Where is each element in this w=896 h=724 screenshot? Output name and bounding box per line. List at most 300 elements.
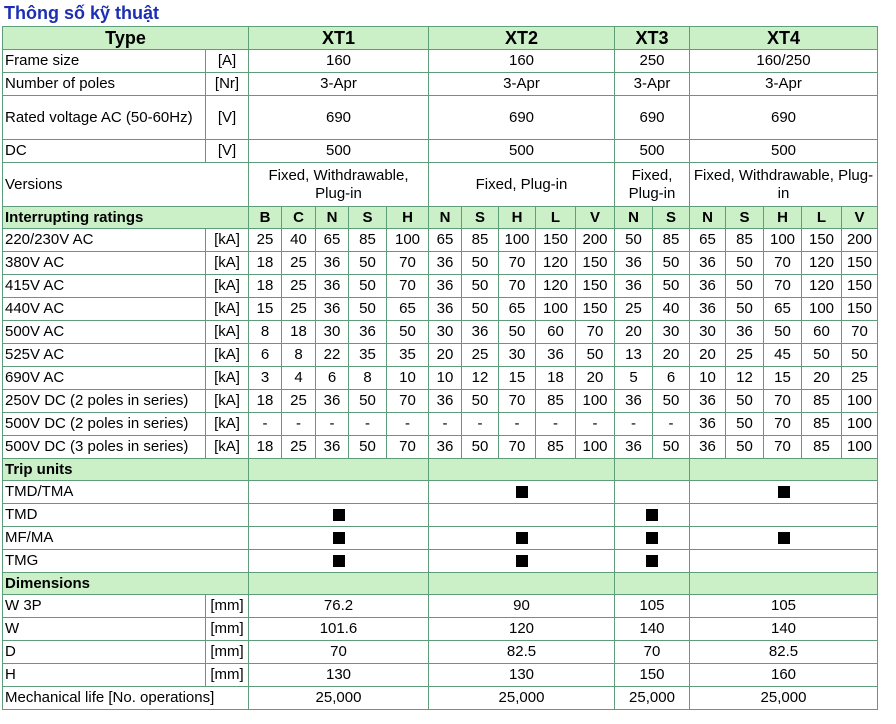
row-label: 525V AC <box>3 344 206 367</box>
value-cell: 160/250 <box>690 50 878 73</box>
rating-value: 70 <box>576 321 615 344</box>
rating-value: 18 <box>249 390 282 413</box>
rating-value: 50 <box>349 252 387 275</box>
value-cell: 130 <box>249 664 429 687</box>
rating-value: - <box>615 413 653 436</box>
rating-code: N <box>615 207 653 229</box>
interrupting-ratings-header <box>3 207 878 229</box>
value-cell: 25,000 <box>615 687 690 710</box>
value-cell: 130 <box>429 664 615 687</box>
trip-unit-cell <box>615 550 690 573</box>
rating-code: S <box>462 207 499 229</box>
available-mark-icon <box>778 532 790 544</box>
available-mark-icon <box>516 486 528 498</box>
value-cell: 160 <box>690 664 878 687</box>
row-label: 415V AC <box>3 275 206 298</box>
rating-value: 15 <box>764 367 802 390</box>
rating-value: 120 <box>802 252 842 275</box>
rating-value: - <box>576 413 615 436</box>
rating-value: 36 <box>349 321 387 344</box>
value-cell: 25,000 <box>249 687 429 710</box>
rating-value: 36 <box>429 436 462 459</box>
rating-value: 50 <box>462 275 499 298</box>
rating-value: 50 <box>615 229 653 252</box>
rating-value: 50 <box>726 436 764 459</box>
rating-value: 85 <box>802 390 842 413</box>
rating-value: 50 <box>349 436 387 459</box>
available-mark-icon <box>333 555 345 567</box>
rating-value: 12 <box>462 367 499 390</box>
rating-value: - <box>462 413 499 436</box>
rating-row <box>3 413 878 436</box>
row-label: 380V AC <box>3 252 206 275</box>
rating-value: 20 <box>690 344 726 367</box>
unit-cell: [mm] <box>206 595 249 618</box>
section-filler <box>615 573 690 595</box>
rating-value: 25 <box>282 298 316 321</box>
unit-cell: [kA] <box>206 436 249 459</box>
rating-code: H <box>499 207 536 229</box>
rating-value: 36 <box>690 275 726 298</box>
section-label: Trip units <box>3 459 249 481</box>
value-cell: 3-Apr <box>249 73 429 96</box>
rating-code: N <box>316 207 349 229</box>
rating-value: 65 <box>429 229 462 252</box>
rating-code: S <box>726 207 764 229</box>
rating-row <box>3 275 878 298</box>
value-cell: 25,000 <box>690 687 878 710</box>
value-cell: 500 <box>615 140 690 163</box>
trip-unit-cell <box>249 527 429 550</box>
value-cell: Fixed, Withdrawable, Plug-in <box>690 163 878 207</box>
row-label: MF/MA <box>3 527 249 550</box>
model-header-xt4: XT4 <box>690 27 878 50</box>
rating-value: 4 <box>282 367 316 390</box>
type-header: Type <box>3 27 249 50</box>
rating-code: V <box>842 207 878 229</box>
rating-value: 18 <box>536 367 576 390</box>
available-mark-icon <box>646 532 658 544</box>
unit-cell: [kA] <box>206 275 249 298</box>
row-versions <box>3 163 878 207</box>
rating-value: 3 <box>249 367 282 390</box>
rating-value: 100 <box>576 390 615 413</box>
rating-row <box>3 390 878 413</box>
section-filler <box>249 459 429 481</box>
rating-value: 50 <box>726 390 764 413</box>
rating-value: 25 <box>282 390 316 413</box>
section-filler <box>429 573 615 595</box>
value-cell: 105 <box>690 595 878 618</box>
rating-value: - <box>249 413 282 436</box>
rating-value: 70 <box>499 390 536 413</box>
value-cell: Fixed, Withdrawable, Plug-in <box>249 163 429 207</box>
rating-value: 150 <box>802 229 842 252</box>
unit-cell: [V] <box>206 96 249 140</box>
rating-value: 36 <box>316 436 349 459</box>
available-mark-icon <box>516 555 528 567</box>
dimension-row <box>3 664 878 687</box>
rating-value: 25 <box>282 436 316 459</box>
row-dc <box>3 140 878 163</box>
section-filler <box>690 459 878 481</box>
value-cell: 105 <box>615 595 690 618</box>
available-mark-icon <box>646 555 658 567</box>
row-label: 440V AC <box>3 298 206 321</box>
rating-value: 36 <box>690 252 726 275</box>
row-label: Versions <box>3 163 249 207</box>
rating-value: 35 <box>387 344 429 367</box>
rating-value: 18 <box>249 252 282 275</box>
model-header-xt2: XT2 <box>429 27 615 50</box>
rating-value: 50 <box>653 252 690 275</box>
rating-value: 45 <box>764 344 802 367</box>
rating-value: 70 <box>764 275 802 298</box>
row-label: DC <box>3 140 206 163</box>
rating-value: 36 <box>690 436 726 459</box>
unit-cell: [mm] <box>206 664 249 687</box>
rating-row <box>3 229 878 252</box>
value-cell: 70 <box>249 641 429 664</box>
trip-unit-cell <box>615 527 690 550</box>
value-cell: 500 <box>690 140 878 163</box>
rating-value: 50 <box>462 252 499 275</box>
rating-value: 25 <box>282 252 316 275</box>
rating-value: 36 <box>316 390 349 413</box>
rating-value: - <box>282 413 316 436</box>
rating-row <box>3 436 878 459</box>
rating-value: 30 <box>499 344 536 367</box>
rating-value: 50 <box>653 390 690 413</box>
value-cell: 500 <box>429 140 615 163</box>
dimension-row <box>3 595 878 618</box>
rating-value: 50 <box>462 298 499 321</box>
row-label: 220/230V AC <box>3 229 206 252</box>
rating-row <box>3 344 878 367</box>
rating-value: 25 <box>282 275 316 298</box>
rating-value: 36 <box>316 298 349 321</box>
rating-value: 10 <box>429 367 462 390</box>
value-cell: 150 <box>615 664 690 687</box>
trip-unit-row <box>3 481 878 504</box>
rating-value: 36 <box>316 252 349 275</box>
trip-units-header <box>3 459 878 481</box>
rating-code: H <box>764 207 802 229</box>
rating-value: 85 <box>802 436 842 459</box>
rating-value: 150 <box>576 252 615 275</box>
value-cell: 690 <box>690 96 878 140</box>
rating-value: 70 <box>387 275 429 298</box>
available-mark-icon <box>333 532 345 544</box>
rating-value: 36 <box>615 436 653 459</box>
rating-value: 85 <box>462 229 499 252</box>
rating-value: 30 <box>653 321 690 344</box>
model-header-xt1: XT1 <box>249 27 429 50</box>
rating-value: 50 <box>349 298 387 321</box>
rating-value: 120 <box>536 275 576 298</box>
rating-row <box>3 367 878 390</box>
rating-row <box>3 298 878 321</box>
rating-value: 150 <box>576 275 615 298</box>
trip-unit-cell <box>429 527 615 550</box>
rating-value: 5 <box>615 367 653 390</box>
rating-value: 50 <box>842 344 878 367</box>
rating-value: 15 <box>499 367 536 390</box>
available-mark-icon <box>516 532 528 544</box>
value-cell: 500 <box>249 140 429 163</box>
specifications-table <box>2 26 878 710</box>
trip-unit-cell <box>690 504 878 527</box>
rating-value: 6 <box>249 344 282 367</box>
row-label: TMD <box>3 504 249 527</box>
rating-value: 35 <box>349 344 387 367</box>
rating-code: V <box>576 207 615 229</box>
rating-row <box>3 321 878 344</box>
rating-value: - <box>387 413 429 436</box>
unit-cell: [kA] <box>206 367 249 390</box>
value-cell: 82.5 <box>690 641 878 664</box>
model-header-xt3: XT3 <box>615 27 690 50</box>
rating-value: 150 <box>842 275 878 298</box>
unit-cell: [A] <box>206 50 249 73</box>
rating-value: 65 <box>690 229 726 252</box>
rating-value: 70 <box>842 321 878 344</box>
value-cell: 3-Apr <box>615 73 690 96</box>
rating-value: 36 <box>690 413 726 436</box>
rating-value: 36 <box>462 321 499 344</box>
rating-value: 85 <box>653 229 690 252</box>
rating-code: L <box>536 207 576 229</box>
section-filler <box>429 459 615 481</box>
dimensions-header <box>3 573 878 595</box>
trip-unit-cell <box>690 527 878 550</box>
page-title: Thông số kỹ thuật <box>4 3 159 23</box>
rating-value: 20 <box>615 321 653 344</box>
rating-value: 50 <box>349 275 387 298</box>
value-cell: 160 <box>429 50 615 73</box>
rating-value: - <box>653 413 690 436</box>
rating-value: 65 <box>499 298 536 321</box>
rating-value: - <box>536 413 576 436</box>
rating-value: 65 <box>387 298 429 321</box>
rating-value: 30 <box>429 321 462 344</box>
value-cell: 82.5 <box>429 641 615 664</box>
rating-value: 85 <box>536 390 576 413</box>
rating-value: 100 <box>842 390 878 413</box>
row-label: H <box>3 664 206 687</box>
rating-value: 70 <box>387 436 429 459</box>
unit-cell: [kA] <box>206 229 249 252</box>
rating-value: 60 <box>802 321 842 344</box>
rating-value: 50 <box>462 436 499 459</box>
section-filler <box>690 573 878 595</box>
rating-value: 13 <box>615 344 653 367</box>
unit-cell: [Nr] <box>206 73 249 96</box>
rating-value: 20 <box>802 367 842 390</box>
rating-value: 50 <box>764 321 802 344</box>
unit-cell: [kA] <box>206 344 249 367</box>
row-label: D <box>3 641 206 664</box>
trip-unit-cell <box>249 504 429 527</box>
rating-value: 100 <box>499 229 536 252</box>
value-cell: 76.2 <box>249 595 429 618</box>
rating-code: S <box>349 207 387 229</box>
dimension-row <box>3 641 878 664</box>
unit-cell: [mm] <box>206 641 249 664</box>
row-label: TMG <box>3 550 249 573</box>
row-label: 250V DC (2 poles in series) <box>3 390 206 413</box>
rating-value: 200 <box>576 229 615 252</box>
rating-value: 70 <box>499 436 536 459</box>
rating-value: 50 <box>653 436 690 459</box>
trip-unit-cell <box>615 504 690 527</box>
row-label: 690V AC <box>3 367 206 390</box>
rating-value: 30 <box>690 321 726 344</box>
value-cell: Fixed, Plug-in <box>429 163 615 207</box>
rating-value: 36 <box>429 252 462 275</box>
unit-cell: [kA] <box>206 298 249 321</box>
row-number-of-poles <box>3 73 878 96</box>
rating-value: - <box>499 413 536 436</box>
rating-code: L <box>802 207 842 229</box>
rating-value: 36 <box>429 298 462 321</box>
rating-value: 15 <box>249 298 282 321</box>
rating-value: 60 <box>536 321 576 344</box>
rating-value: 100 <box>764 229 802 252</box>
value-cell: 70 <box>615 641 690 664</box>
rating-value: 6 <box>653 367 690 390</box>
row-frame-size <box>3 50 878 73</box>
section-label: Dimensions <box>3 573 249 595</box>
rating-value: 8 <box>249 321 282 344</box>
trip-unit-row <box>3 504 878 527</box>
rating-value: 36 <box>690 298 726 321</box>
unit-cell: [V] <box>206 140 249 163</box>
value-cell: 160 <box>249 50 429 73</box>
rating-value: 36 <box>615 390 653 413</box>
rating-value: 50 <box>653 275 690 298</box>
rating-value: 20 <box>576 367 615 390</box>
rating-value: 12 <box>726 367 764 390</box>
trip-unit-cell <box>615 481 690 504</box>
rating-value: 100 <box>802 298 842 321</box>
rating-value: 100 <box>842 436 878 459</box>
rating-code: C <box>282 207 316 229</box>
rating-value: 20 <box>429 344 462 367</box>
trip-unit-cell <box>429 481 615 504</box>
rating-value: - <box>316 413 349 436</box>
rating-value: - <box>429 413 462 436</box>
row-label: 500V DC (2 poles in series) <box>3 413 206 436</box>
dimension-row <box>3 618 878 641</box>
trip-unit-cell <box>690 481 878 504</box>
rating-value: 22 <box>316 344 349 367</box>
rating-code: N <box>690 207 726 229</box>
section-label: Interrupting ratings <box>3 207 249 229</box>
rating-value: 70 <box>764 413 802 436</box>
rating-value: 100 <box>842 413 878 436</box>
trip-unit-cell <box>429 550 615 573</box>
trip-unit-row <box>3 527 878 550</box>
value-cell: 3-Apr <box>690 73 878 96</box>
rating-value: 65 <box>764 298 802 321</box>
rating-value: 25 <box>462 344 499 367</box>
rating-value: 50 <box>387 321 429 344</box>
rating-value: - <box>349 413 387 436</box>
row-label: Rated voltage AC (50-60Hz) <box>3 96 206 140</box>
value-cell: 140 <box>690 618 878 641</box>
rating-value: 6 <box>316 367 349 390</box>
unit-cell: [kA] <box>206 252 249 275</box>
rating-value: 85 <box>802 413 842 436</box>
rating-value: 150 <box>842 298 878 321</box>
rating-value: 30 <box>316 321 349 344</box>
rating-value: 40 <box>282 229 316 252</box>
rating-value: 70 <box>499 275 536 298</box>
row-label: 500V AC <box>3 321 206 344</box>
rating-value: 40 <box>653 298 690 321</box>
unit-cell: [kA] <box>206 413 249 436</box>
rating-value: 50 <box>462 390 499 413</box>
available-mark-icon <box>646 509 658 521</box>
value-cell: 120 <box>429 618 615 641</box>
rating-value: 120 <box>802 275 842 298</box>
rating-code: B <box>249 207 282 229</box>
row-label: W <box>3 618 206 641</box>
row-label: Mechanical life [No. operations] <box>3 687 249 710</box>
rating-row <box>3 252 878 275</box>
trip-unit-row <box>3 550 878 573</box>
rating-value: 36 <box>615 275 653 298</box>
trip-unit-cell <box>249 550 429 573</box>
rating-value: 50 <box>802 344 842 367</box>
row-rated-voltage-ac <box>3 96 878 140</box>
rating-value: 150 <box>536 229 576 252</box>
rating-value: 25 <box>726 344 764 367</box>
rating-value: 18 <box>249 275 282 298</box>
rating-value: 200 <box>842 229 878 252</box>
rating-value: 50 <box>726 298 764 321</box>
rating-value: 100 <box>576 436 615 459</box>
value-cell: 690 <box>615 96 690 140</box>
rating-value: 85 <box>536 436 576 459</box>
rating-value: 150 <box>576 298 615 321</box>
rating-value: 50 <box>499 321 536 344</box>
row-label: 500V DC (3 poles in series) <box>3 436 206 459</box>
rating-value: 18 <box>249 436 282 459</box>
value-cell: 25,000 <box>429 687 615 710</box>
rating-value: 70 <box>764 252 802 275</box>
rating-value: 36 <box>429 275 462 298</box>
unit-cell: [mm] <box>206 618 249 641</box>
rating-value: 70 <box>387 252 429 275</box>
rating-value: 50 <box>726 413 764 436</box>
rating-value: 70 <box>387 390 429 413</box>
rating-code: H <box>387 207 429 229</box>
value-cell: 90 <box>429 595 615 618</box>
row-label: Frame size <box>3 50 206 73</box>
rating-value: 70 <box>499 252 536 275</box>
value-cell: 250 <box>615 50 690 73</box>
trip-unit-cell <box>690 550 878 573</box>
rating-value: 8 <box>349 367 387 390</box>
rating-value: 50 <box>349 390 387 413</box>
section-filler <box>249 573 429 595</box>
row-label: W 3P <box>3 595 206 618</box>
rating-value: 10 <box>387 367 429 390</box>
rating-value: 100 <box>387 229 429 252</box>
rating-value: 85 <box>726 229 764 252</box>
